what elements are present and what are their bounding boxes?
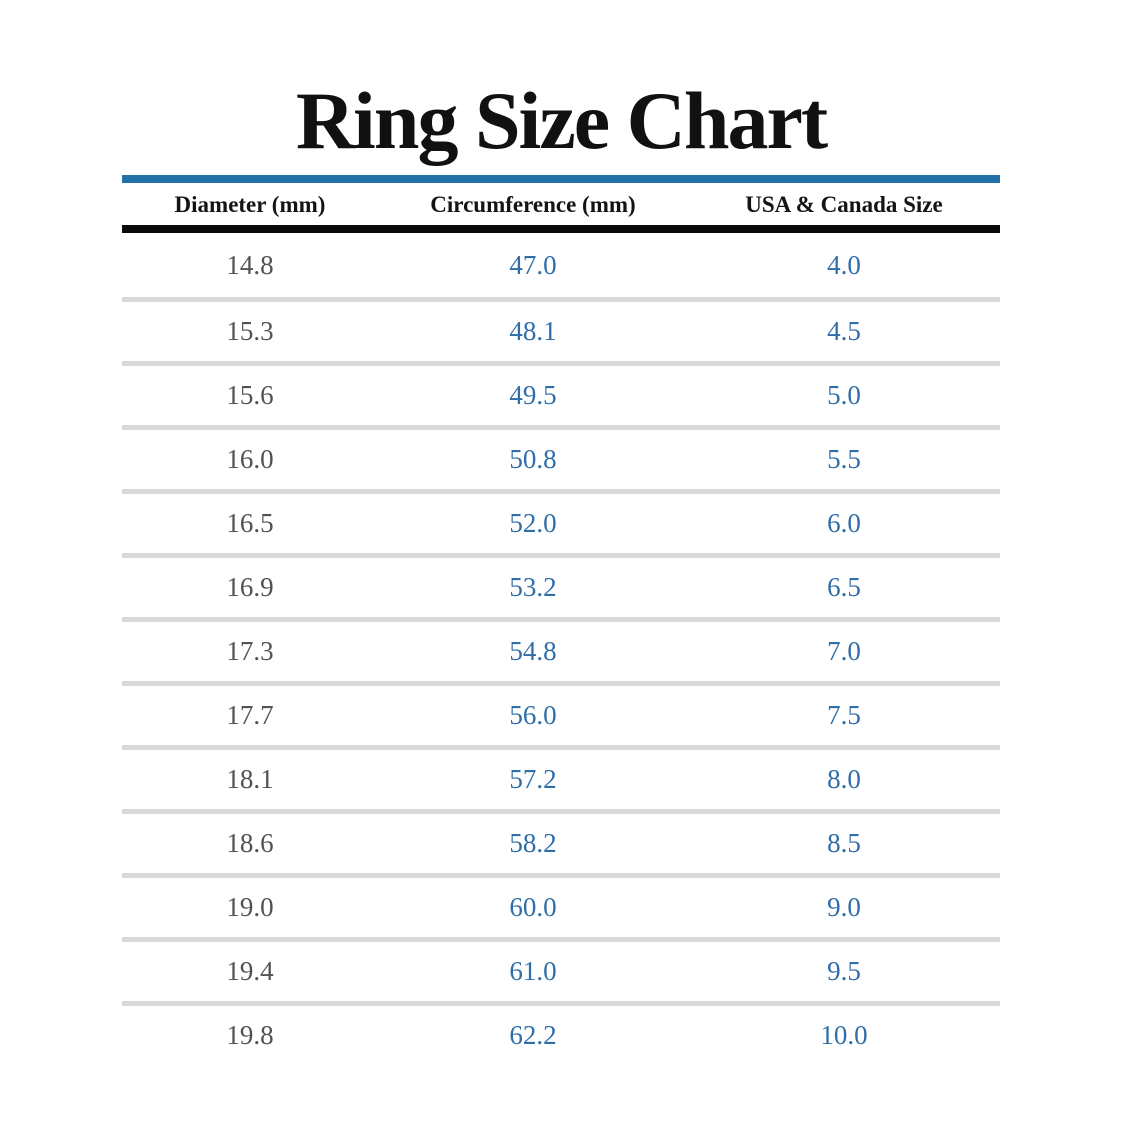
diameter-cell: 16.0 <box>226 444 274 474</box>
usa-size-cell: 4.5 <box>827 316 861 346</box>
circumference-cell: 58.2 <box>509 828 557 858</box>
table-header-row <box>122 185 1000 225</box>
diameter-cell: 16.5 <box>226 508 274 538</box>
column-header-circumference: Circumference (mm) <box>430 192 636 217</box>
diameter-cell: 19.0 <box>226 892 274 922</box>
usa-size-cell: 5.5 <box>827 444 861 474</box>
table-row <box>122 1001 1000 1065</box>
table-row <box>122 809 1000 873</box>
usa-size-cell: 10.0 <box>820 1020 868 1050</box>
usa-size-cell: 8.5 <box>827 828 861 858</box>
usa-size-cell: 7.5 <box>827 700 861 730</box>
diameter-cell: 15.3 <box>226 316 274 346</box>
circumference-cell: 49.5 <box>509 380 557 410</box>
diameter-cell: 14.8 <box>226 249 274 280</box>
circumference-cell: 48.1 <box>509 316 557 346</box>
header-rule <box>122 225 1000 233</box>
table-row <box>122 937 1000 1001</box>
table-row <box>122 489 1000 553</box>
circumference-cell: 60.0 <box>509 892 557 922</box>
table-row <box>122 553 1000 617</box>
diameter-cell: 19.4 <box>226 956 274 986</box>
usa-size-cell: 9.0 <box>827 892 861 922</box>
column-header-diameter: Diameter (mm) <box>174 192 326 217</box>
table-body <box>122 233 1000 1065</box>
circumference-cell: 56.0 <box>509 700 557 730</box>
table-row <box>122 745 1000 809</box>
diameter-cell: 16.9 <box>226 572 274 602</box>
diameter-cell: 17.7 <box>226 700 274 730</box>
table-row <box>122 617 1000 681</box>
usa-size-cell: 6.5 <box>827 572 861 602</box>
diameter-cell: 15.6 <box>226 380 274 410</box>
table-row <box>122 425 1000 489</box>
table-row <box>122 297 1000 361</box>
table-row <box>122 361 1000 425</box>
usa-size-cell: 8.0 <box>827 764 861 794</box>
table-row <box>122 233 1000 297</box>
column-header-usa-canada-size: USA & Canada Size <box>745 192 943 217</box>
circumference-cell: 52.0 <box>509 508 557 538</box>
circumference-cell: 62.2 <box>509 1020 557 1050</box>
usa-size-cell: 6.0 <box>827 508 861 538</box>
diameter-cell: 17.3 <box>226 636 274 666</box>
diameter-cell: 18.6 <box>226 828 274 858</box>
circumference-cell: 54.8 <box>509 636 557 666</box>
circumference-cell: 47.0 <box>509 249 557 280</box>
circumference-cell: 50.8 <box>509 444 557 474</box>
circumference-cell: 61.0 <box>509 956 557 986</box>
diameter-cell: 19.8 <box>226 1020 274 1050</box>
usa-size-cell: 9.5 <box>827 956 861 986</box>
usa-size-cell: 7.0 <box>827 636 861 666</box>
circumference-cell: 53.2 <box>509 572 557 602</box>
usa-size-cell: 4.0 <box>827 249 861 280</box>
diameter-cell: 18.1 <box>226 764 274 794</box>
table-row <box>122 681 1000 745</box>
table-row <box>122 873 1000 937</box>
page-title: Ring Size Chart <box>295 75 827 166</box>
usa-size-cell: 5.0 <box>827 380 861 410</box>
circumference-cell: 57.2 <box>509 764 557 794</box>
accent-bar <box>122 175 1000 183</box>
